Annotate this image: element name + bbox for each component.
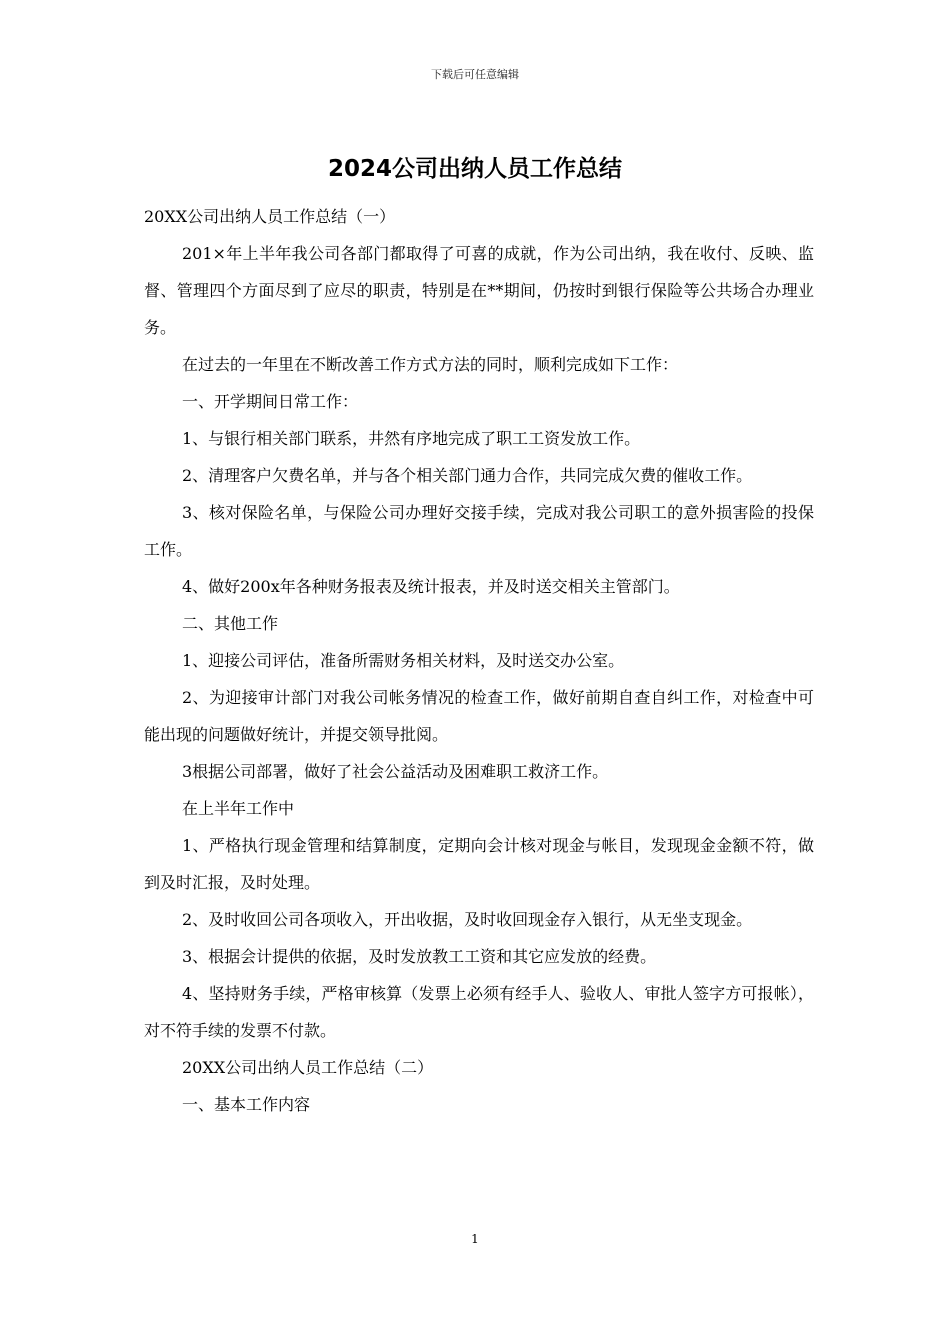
paragraph: 在上半年工作中 [182, 799, 295, 818]
paragraph: 201×年上半年我公司各部门都取得了可喜的成就，作为公司出纳，我在收付、反映、监督、管理四个方面尽到了应尽的职责，特别是在**期间，仍按时到银行保险等公共场合办理业务。 [144, 244, 814, 337]
list-item: 3根据公司部署，做好了社会公益活动及困难职工救济工作。 [182, 762, 609, 781]
section-heading: 一、基本工作内容 [182, 1095, 311, 1114]
list-item: 1、迎接公司评估，准备所需财务相关材料，及时送交办公室。 [182, 651, 625, 670]
list-item: 3、根据会计提供的依据，及时发放教工工资和其它应发放的经费。 [182, 947, 657, 966]
list-item: 4、做好200x年各种财务报表及统计报表，并及时送交相关主管部门。 [182, 577, 680, 596]
list-item: 2、及时收回公司各项收入，开出收据，及时收回现金存入银行，从无坐支现金。 [182, 910, 753, 929]
document-title: 2024公司出纳人员工作总结 [327, 156, 622, 182]
section-heading: 一、开学期间日常工作： [182, 392, 359, 411]
document-body [144, 198, 814, 1123]
section-heading: 二、其他工作 [182, 614, 279, 633]
list-item: 4、坚持财务手续，严格审核算（发票上必须有经手人、验收人、审批人签字方可报帐），对不符手续的发票不付款。 [144, 984, 814, 1040]
list-item: 1、严格执行现金管理和结算制度，定期向会计核对现金与帐目，发现现金金额不符，做到及时汇报，及时处理。 [144, 836, 814, 892]
list-item: 2、为迎接审计部门对我公司帐务情况的检查工作，做好前期自查自纠工作，对检查中可能出现的问题做好统计，并提交领导批阅。 [144, 688, 814, 744]
list-item: 3、核对保险名单，与保险公司办理好交接手续，完成对我公司职工的意外损害险的投保工作。 [144, 503, 814, 559]
list-item: 1、与银行相关部门联系，井然有序地完成了职工工资发放工作。 [182, 429, 641, 448]
list-item: 2、清理客户欠费名单，并与各个相关部门通力合作，共同完成欠费的催收工作。 [182, 466, 753, 485]
header-note: 下载后可任意编辑 [431, 68, 519, 81]
page-number: 1 [471, 1232, 479, 1246]
subsection-title: 20XX公司出纳人员工作总结（二） [182, 1058, 434, 1077]
paragraph: 20XX公司出纳人员工作总结（一） [144, 207, 396, 226]
paragraph: 在过去的一年里在不断改善工作方式方法的同时，顺利完成如下工作： [182, 355, 679, 374]
